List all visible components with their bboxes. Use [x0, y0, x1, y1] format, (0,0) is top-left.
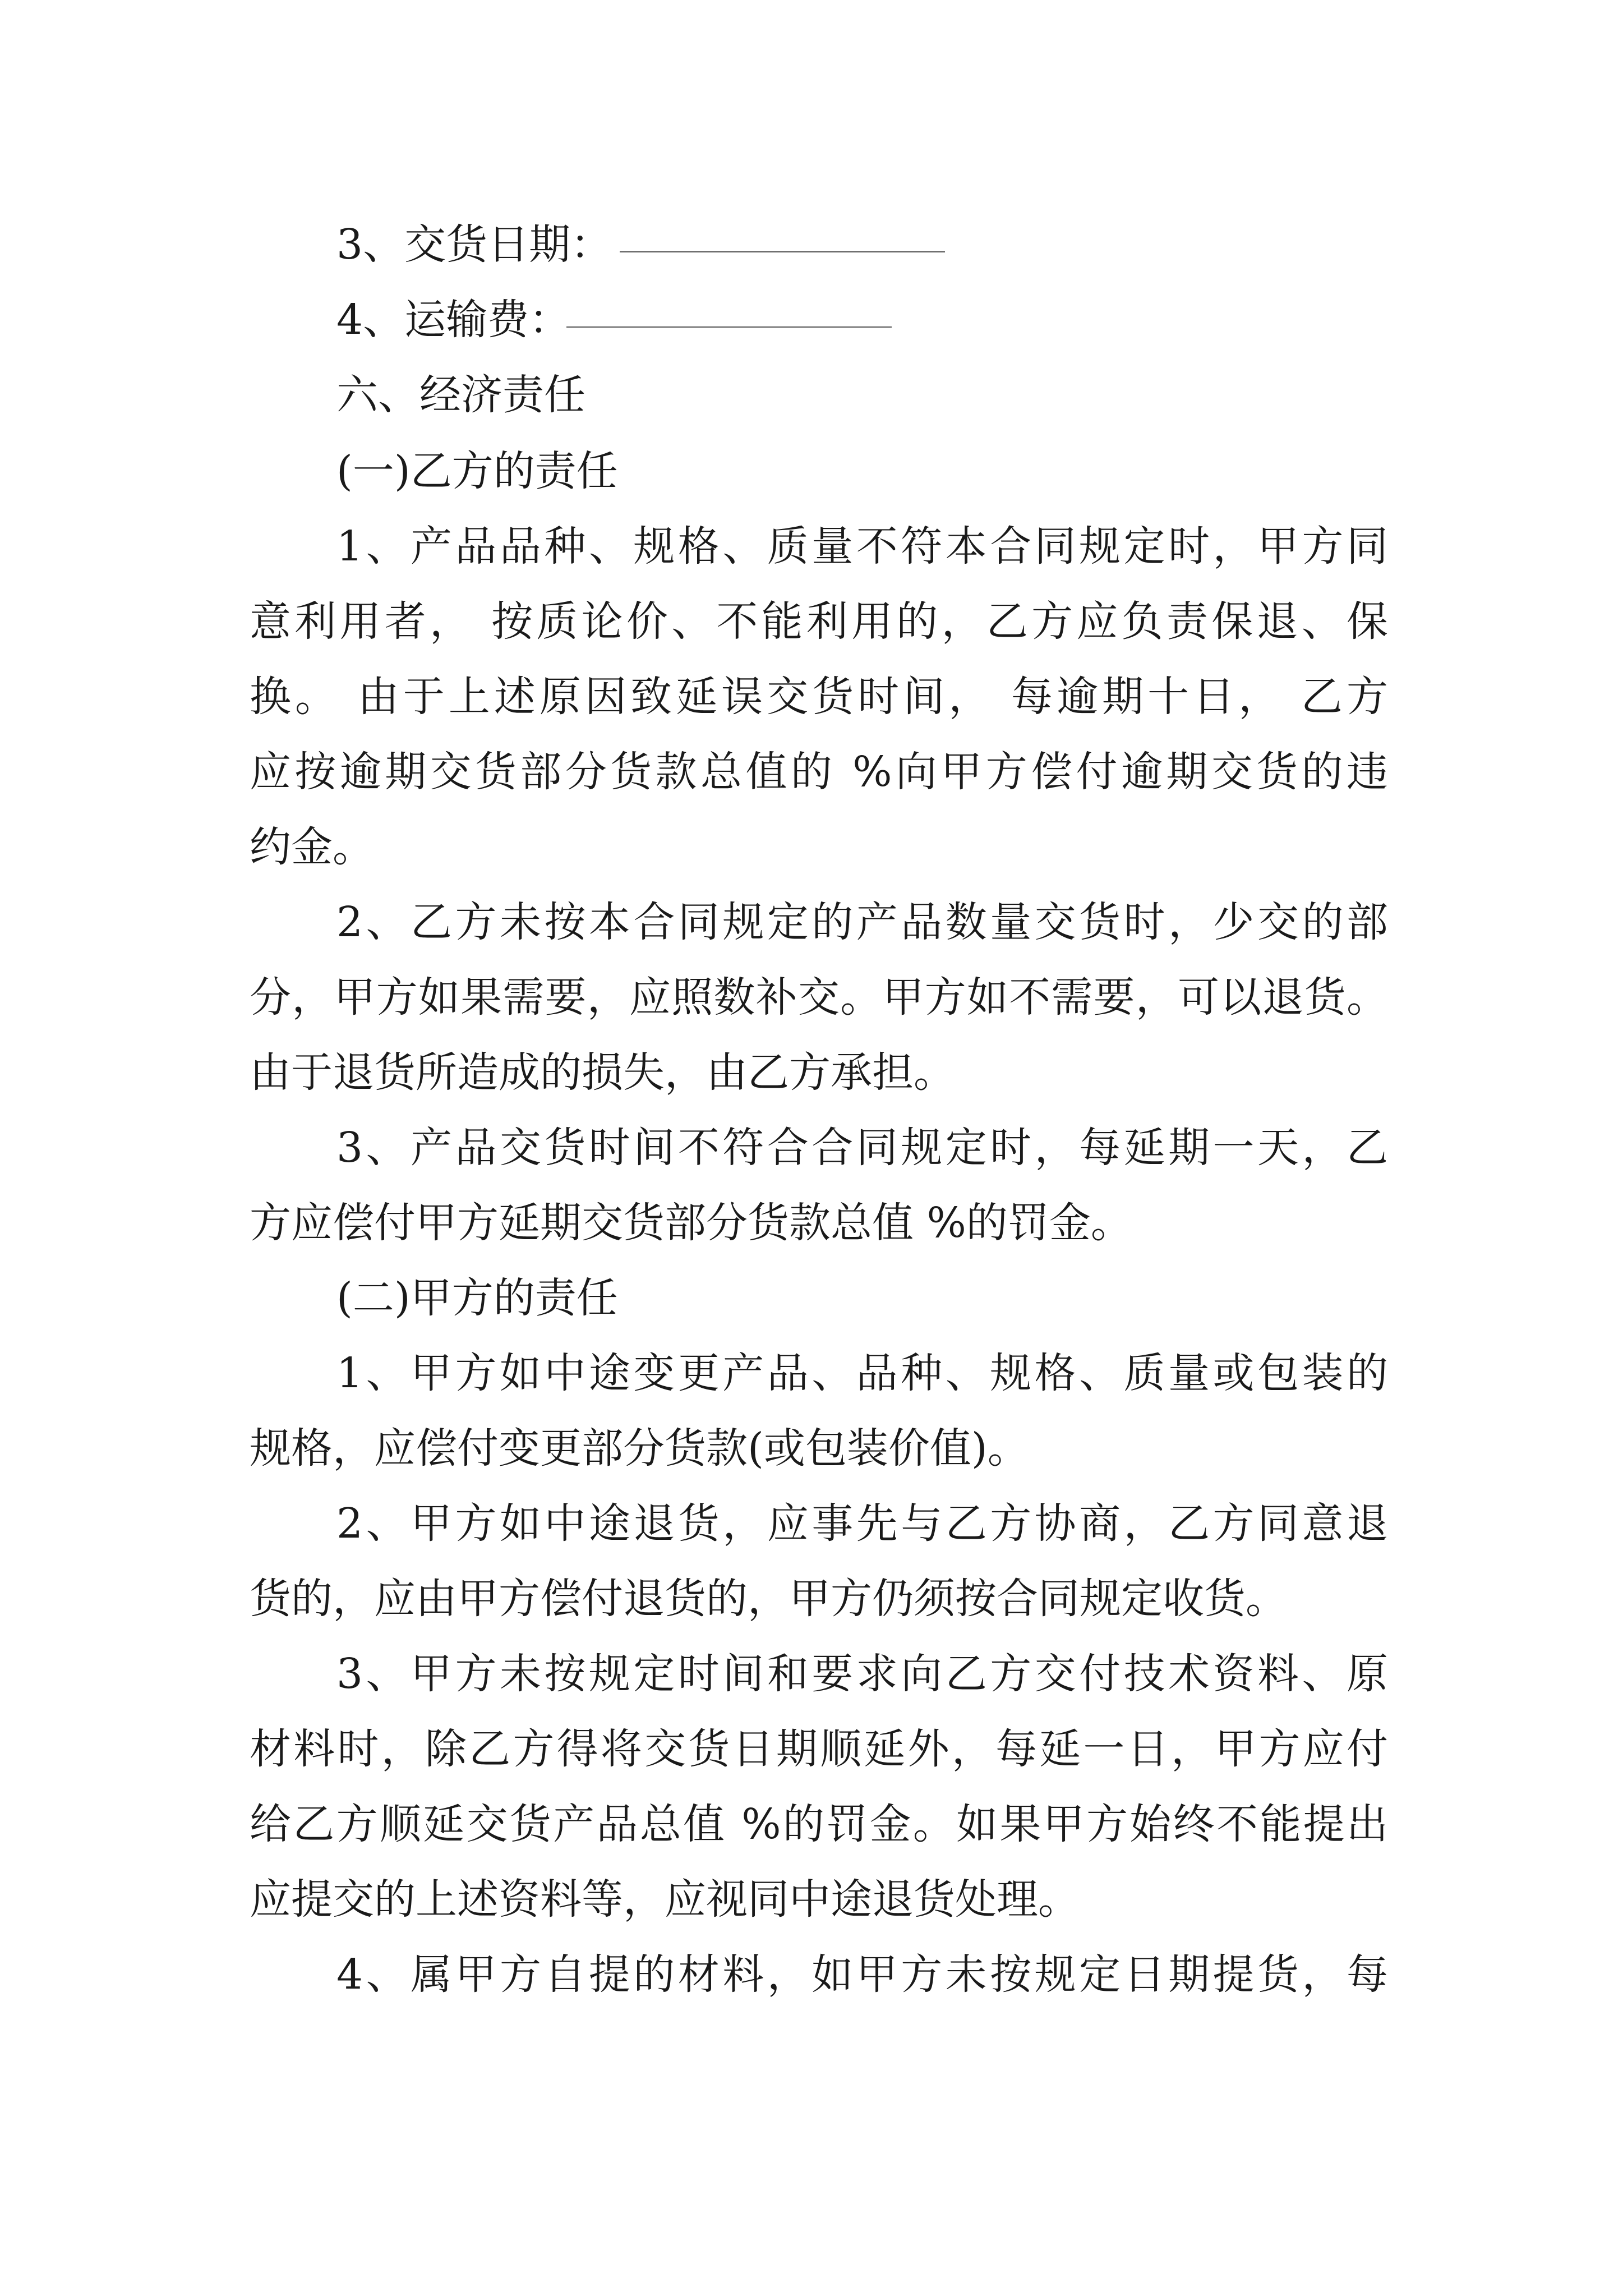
paragraph-text: 1、甲方如中途变更产品、品种、规格、质量或包装的 [336, 1349, 1388, 1397]
paragraph-text: 1、产品品种、规格、质量不符本合同规定时，甲方同 [336, 522, 1388, 570]
paragraph-text: 4、属甲方自提的材料，如甲方未按规定日期提货，每 [336, 1950, 1388, 1999]
freight-label: 4、运输费： [336, 296, 571, 344]
paragraph-text: 3、产品交货时间不符合合同规定时，每延期一天，乙 [336, 1124, 1388, 1172]
paragraph-text: 应按逾期交货部分货款总值的 %向甲方偿付逾期交货的违 [250, 748, 1388, 796]
freight-blank[interactable] [566, 326, 892, 328]
paragraph-text: 约金。 [250, 823, 374, 871]
paragraph-text: 材料时，除乙方得将交货日期顺延外，每延一日，甲方应付 [250, 1725, 1388, 1773]
paragraph-text: 意利用者， 按质论价、不能利用的，乙方应负责保退、保 [250, 597, 1388, 646]
paragraph-text: 应提交的上述资料等，应视同中途退货处理。 [250, 1875, 1080, 1924]
delivery-date-label: 3、交货日期： [336, 220, 612, 269]
paragraph-text: 3、甲方未按规定时间和要求向乙方交付技术资料、原 [336, 1650, 1388, 1698]
paragraph-text: 分，甲方如果需要，应照数补交。甲方如不需要，可以退货。 [250, 973, 1388, 1022]
paragraph-text: 货的，应由甲方偿付退货的，甲方仍须按合同规定收货。 [250, 1575, 1287, 1623]
paragraph-text: 由于退货所造成的损失，由乙方承担。 [250, 1048, 955, 1097]
paragraph-text: 规格，应偿付变更部分货款(或包装价值)。 [250, 1424, 1029, 1473]
subsection-title-party-b: (一)乙方的责任 [336, 447, 618, 495]
paragraph-text: 2、乙方未按本合同规定的产品数量交货时，少交的部 [336, 898, 1388, 946]
delivery-date-blank[interactable] [620, 251, 945, 252]
subsection-title-party-a: (二)甲方的责任 [336, 1274, 618, 1322]
paragraph-text: 换。 由于上述原因致延误交货时间， 每逾期十日， 乙方 [250, 673, 1388, 721]
paragraph-text: 方应偿付甲方延期交货部分货款总值 %的罚金。 [250, 1199, 1132, 1247]
paragraph-text: 2、甲方如中途退货，应事先与乙方协商，乙方同意退 [336, 1499, 1388, 1548]
paragraph-text: 给乙方顺延交货产品总值 %的罚金。如果甲方始终不能提出 [250, 1800, 1388, 1848]
section-title: 六、经济责任 [336, 371, 585, 419]
